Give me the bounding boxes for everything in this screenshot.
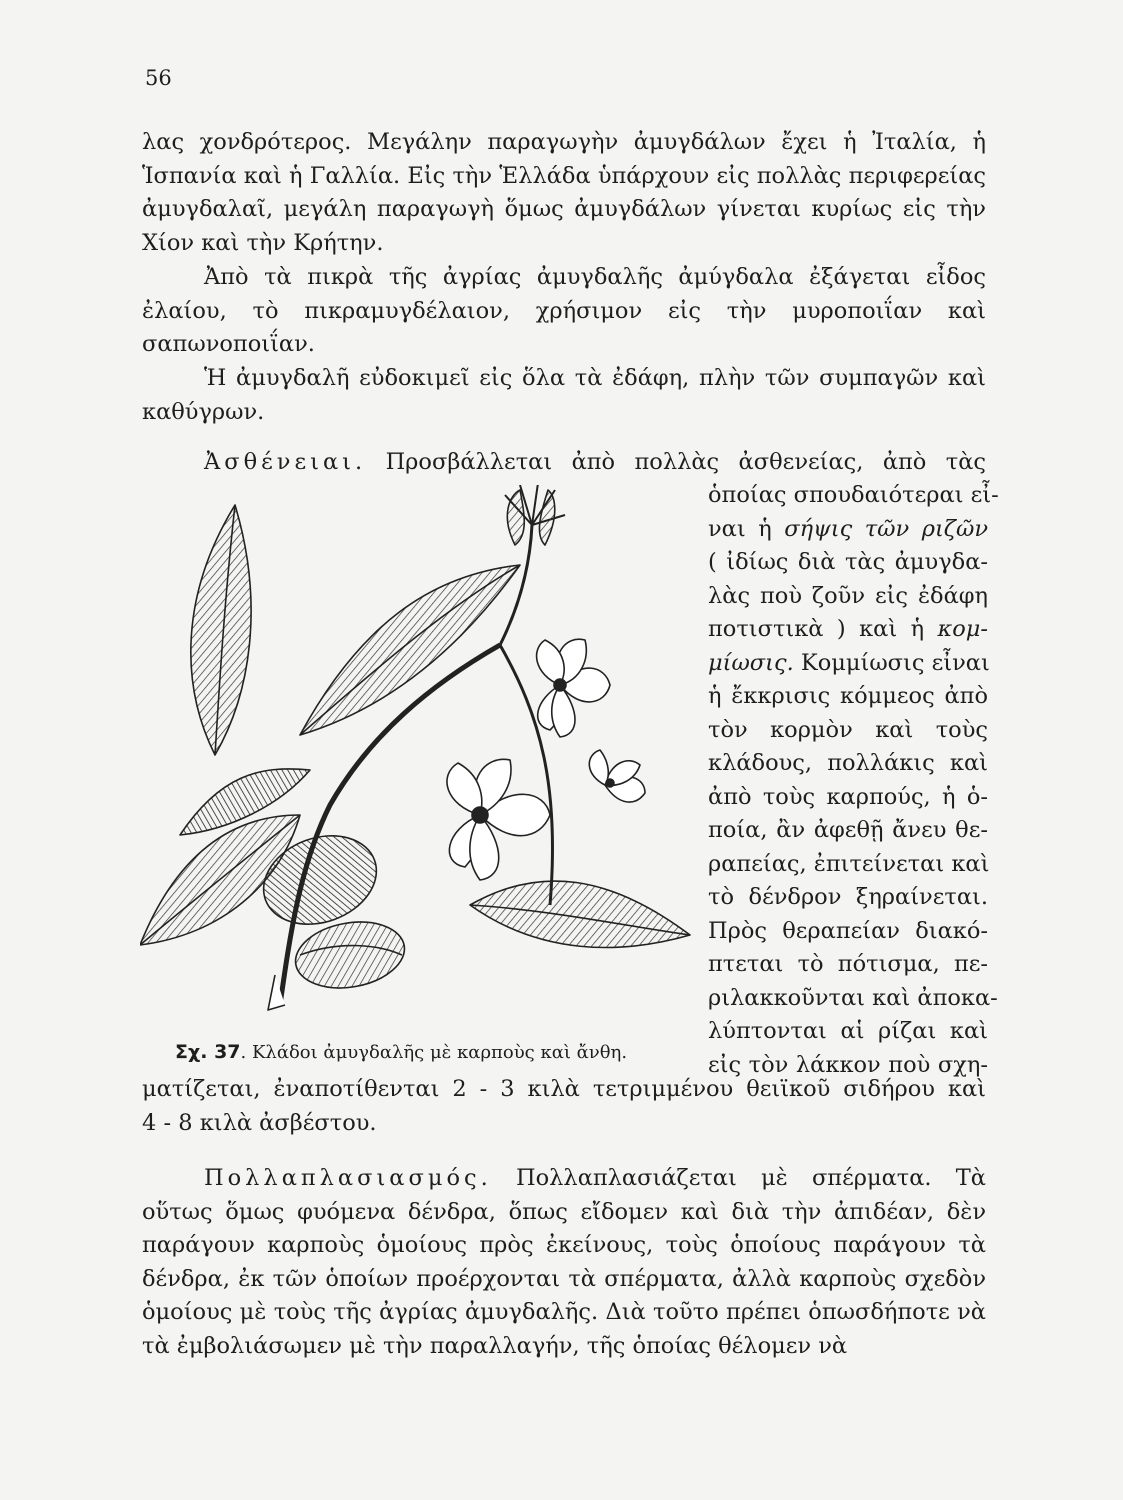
side-line: πτεται τὸ πότισμα, πε- — [708, 951, 988, 977]
paragraph-production: λας χονδρότερος. Μεγάλην παραγωγὴν ἀμυγδάλων ἔχει ἡ Ἰταλία, ἡ Ἱσπανία καὶ ἡ Γαλλία. Εἰς τὴν Ἑλλάδα ὑπάρχουν εἰς πολλὰς περιφερείας ἀμυγδαλαῖ, μεγάλη παραγωγὴ ὅμως ἀμυγδάλων γίνεται κυρίως εἰς τὴν Χίον καὶ τὴν Κρήτην. — [142, 129, 986, 256]
paragraph-bitter-almond-oil: Ἀπὸ τὰ πικρὰ τῆς ἀγρίας ἀμυγδαλῆς ἀμύγδαλα ἐξάγεται εἶδος ἐλαίου, τὸ πικραμυγδέλαιον, χρήσιμον εἰς τὴν μυροποιΐαν καὶ σαπωνοποιΐαν. — [142, 264, 986, 357]
diseases-continuation-1: ματίζεται, ἐναποτίθενται 2 - 3 κιλὰ τετριμμένου θειϊκοῦ σιδήρου καὶ — [142, 1076, 986, 1102]
propagation-heading: Πολλαπλασιασμός. — [204, 1165, 492, 1191]
side-line: Πρὸς θεραπείαν διακό- — [708, 917, 988, 944]
side-line: τὸ δένδρον ξηραίνεται. — [708, 884, 988, 910]
side-line: κλάδους, πολλάκις καὶ — [708, 750, 988, 776]
paragraph-soil: Ἡ ἀμυγδαλῆ εὐδοκιμεῖ εἰς ὅλα τὰ ἐδάφη, πλὴν τῶν συμπαγῶν καὶ καθύγρων. — [142, 365, 986, 425]
italic-term-root-rot: σήψις τῶν ριζῶν — [784, 515, 988, 542]
side-line: μίωσις. Κομμίωσις εἶναι — [708, 649, 990, 676]
diseases-continuation-2: 4 - 8 κιλὰ ἀσβέστου. — [142, 1110, 377, 1136]
figure-label: Σχ. 37 — [175, 1041, 241, 1063]
side-line: ποία, ἂν ἀφεθῇ ἄνευ θε- — [708, 817, 988, 843]
diseases-heading: Ἀσθένειαι. — [204, 449, 367, 475]
propagation-text: Πολλαπλασιάζεται μὲ σπέρματα. Τὰ οὕτως ὅμως φυόμενα δένδρα, ὅπως εἴδομεν καὶ διὰ τὴν ἀπιδέαν, δὲν παράγουν καρποὺς ὁμοίους πρὸς ἐκείνους, τοὺς ὁποίους παράγουν τὰ δένδρα, ἐκ τῶν ὁποίων προέρχονται τὰ σπέρματα, ἀλλὰ καρποὺς σχεδὸν ὁμοίους μὲ τοὺς τῆς ἀγρίας ἀμυγδαλῆς. Διὰ τοῦτο πρέπει ὁπωσδήποτε νὰ τὰ ἐμβολιάσωμεν μὲ τὴν παραλλαγήν, τῆς ὁποίας θέλομεν νὰ — [142, 1165, 986, 1359]
side-line: λύπτονται αἱ ρίζαι καὶ — [708, 1018, 988, 1044]
figure-caption — [175, 1040, 627, 1065]
side-line: ποτιστικὰ ) καὶ ἡ κομ- — [708, 616, 988, 642]
almond-branch-illustration — [140, 485, 700, 1045]
side-line: ριλακκοῦνται καὶ ἀποκα- — [708, 984, 998, 1011]
side-line: ἡ ἔκκρισις κόμμεος ἀπὸ — [708, 683, 988, 709]
diseases-first-text: Προσβάλλεται ἀπὸ πολλὰς ἀσθενείας, ἀπὸ τὰς — [385, 449, 987, 475]
diseases-side-column — [708, 479, 999, 1082]
side-line: ραπείας, ἐπιτείνεται καὶ — [708, 850, 990, 877]
side-line: ὁποίας σπουδαιότεραι εἶ- — [708, 482, 999, 508]
side-line: λὰς ποὺ ζοῦν εἰς ἐδάφη — [708, 582, 988, 609]
side-line: ( ἰδίως διὰ τὰς ἀμυγδα- — [708, 549, 988, 575]
side-line: τὸν κορμὸν καὶ τοὺς — [708, 716, 988, 743]
italic-term-gummosis-a: κομ- — [937, 616, 988, 642]
side-line: ἀπὸ τοὺς καρπούς, ἡ ὁ- — [708, 783, 988, 810]
figure-caption-text: . Κλάδοι ἀμυγδαλῆς μὲ καρποὺς καὶ ἄνθη. — [240, 1042, 628, 1063]
side-line: ναι ἡ σήψις τῶν ριζῶν — [708, 515, 988, 542]
side-line: εἰς τὸν λάκκον ποὺ σχη- — [708, 1051, 988, 1078]
italic-term-gummosis-b: μίωσις. — [708, 649, 794, 676]
diseases-first-line — [142, 446, 986, 480]
paragraph-propagation — [142, 1162, 986, 1363]
page-number: 56 — [145, 66, 172, 90]
